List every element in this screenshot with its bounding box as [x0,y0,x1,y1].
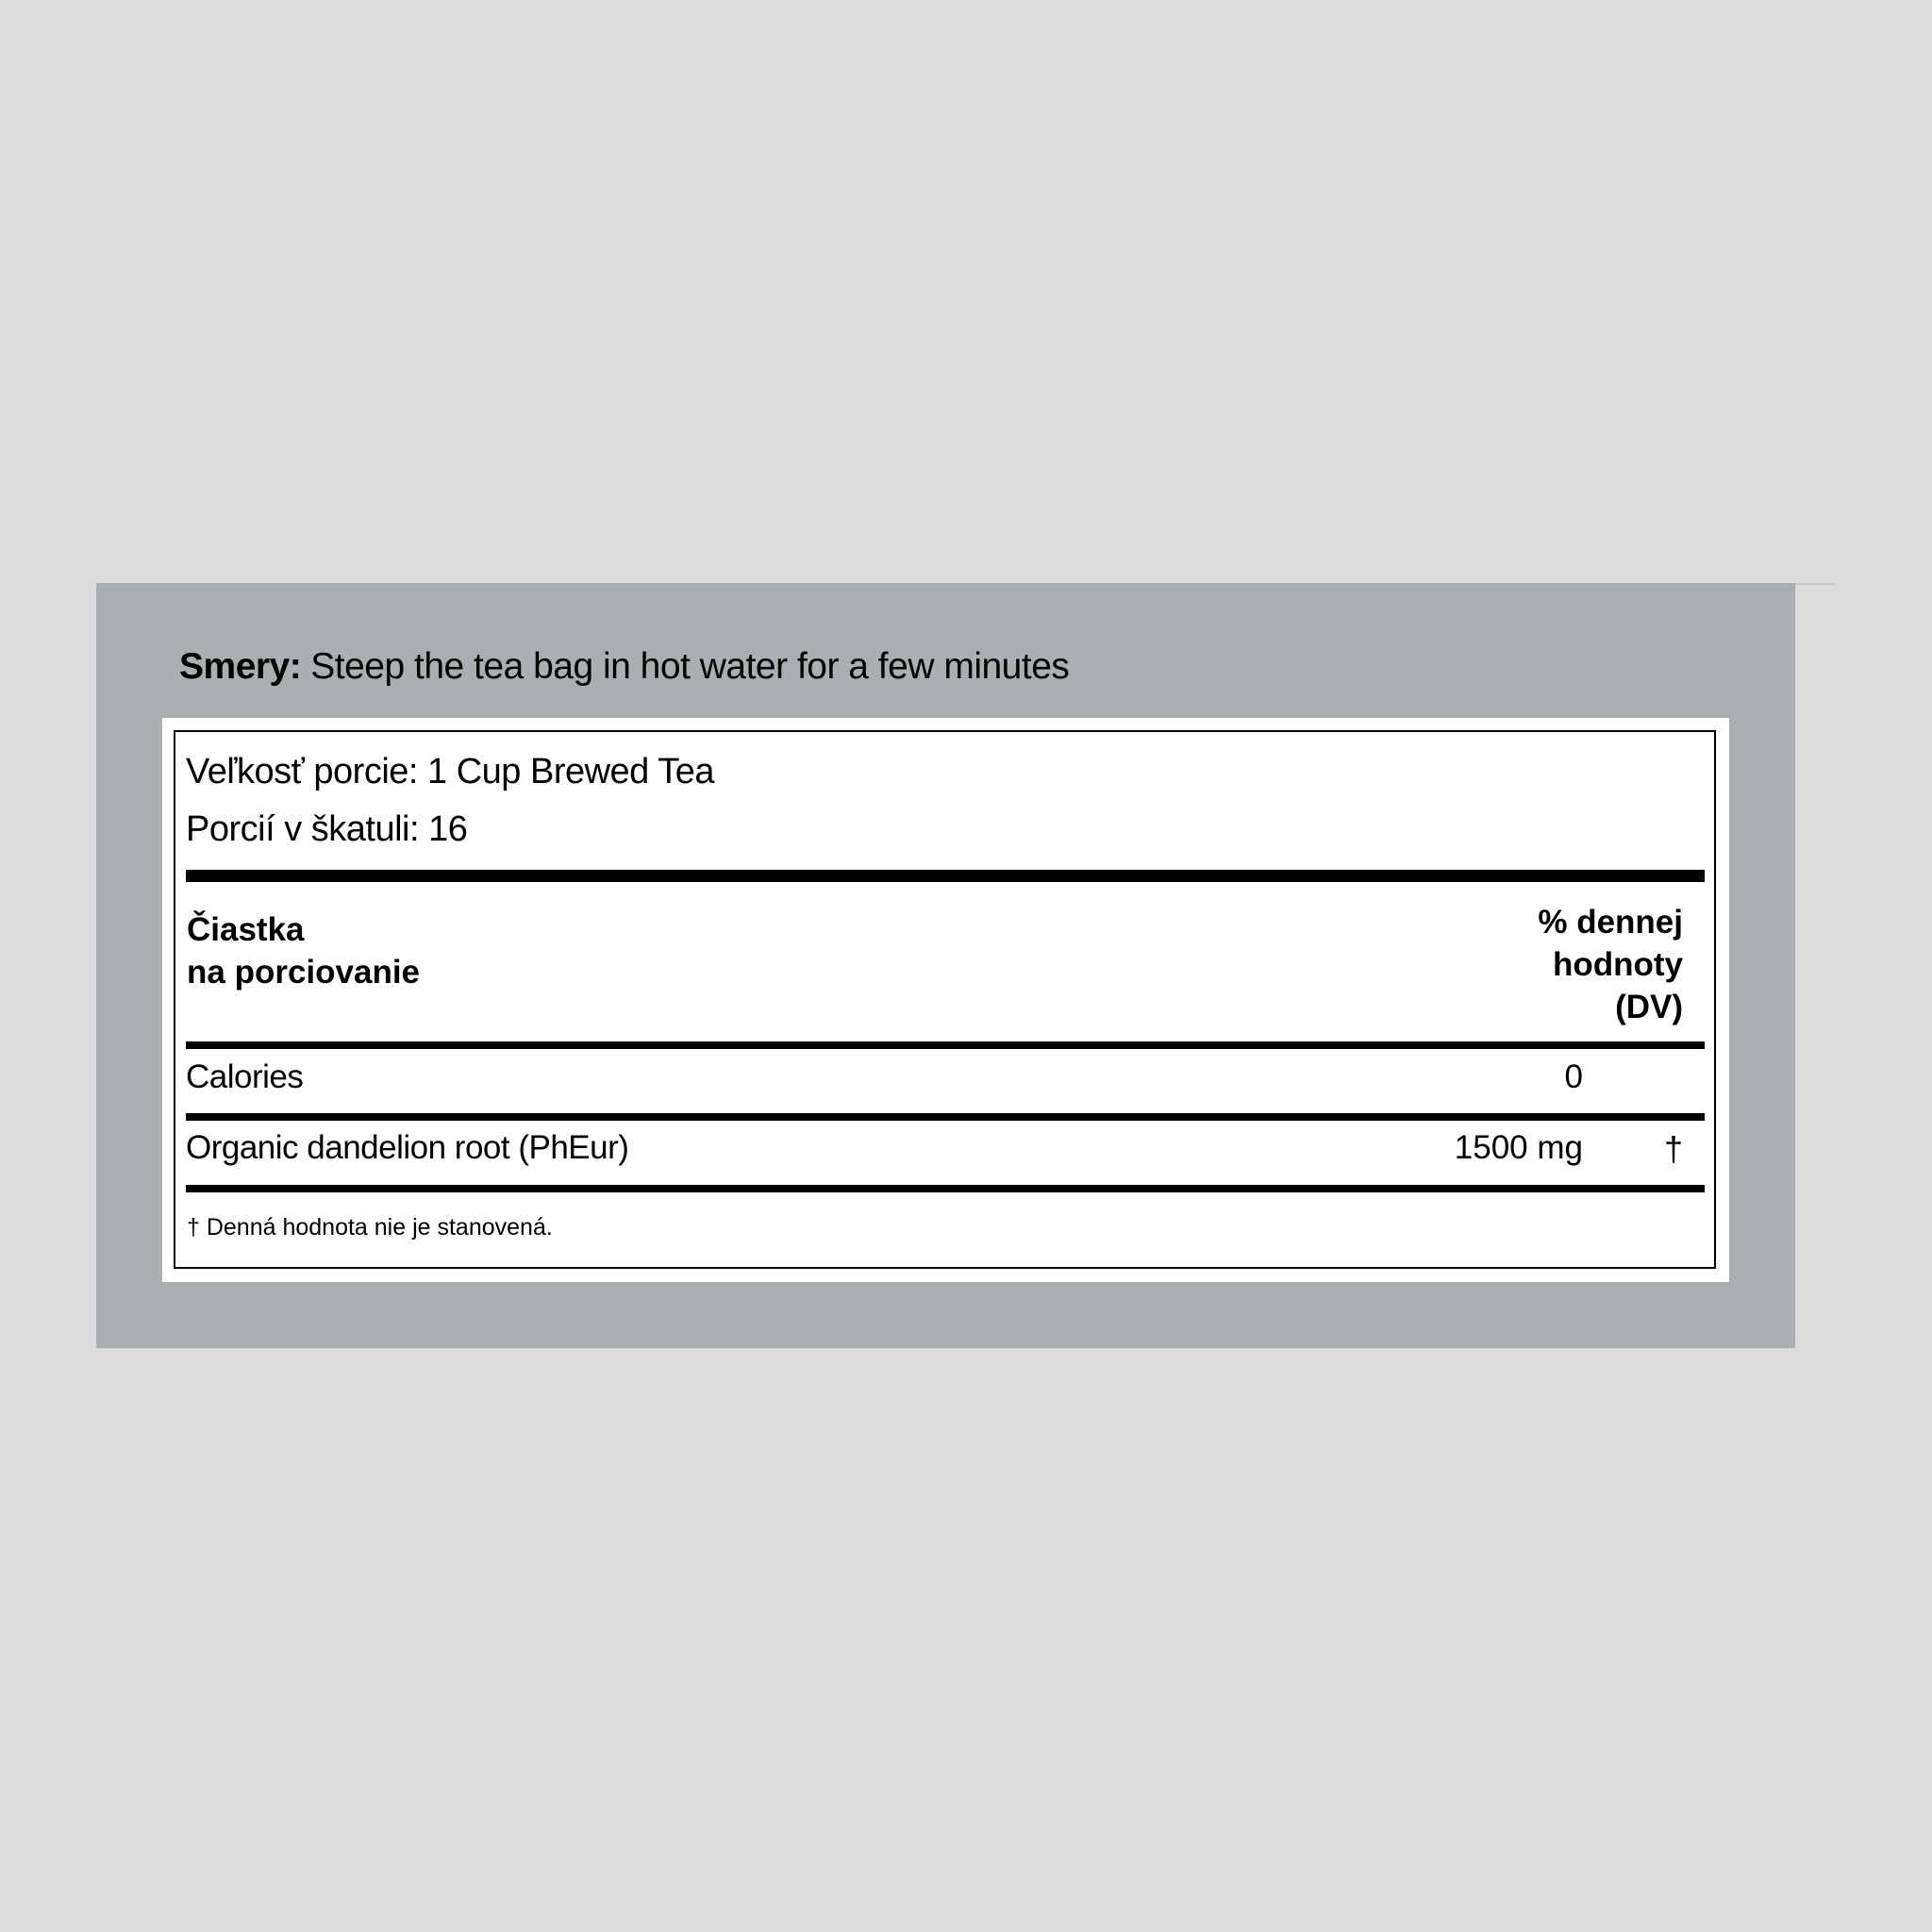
dv-header-line-3: (DV) [1615,989,1683,1025]
amount-header-line-2: na porciovanie [187,954,421,991]
serving-size: Veľkosť porcie: 1 Cup Brewed Tea [186,752,714,791]
amount-header-line-1: Čiastka [187,911,305,948]
amount-per-serving-header [187,908,420,993]
thick-rule-top [186,870,1705,882]
directions-line [179,643,1069,691]
row-dandelion-dv: † [1664,1129,1684,1168]
dv-header-line-1: % dennej [1538,904,1683,941]
row-calories-name: Calories [186,1058,304,1095]
row-dandelion-amount: 1500 mg [1454,1129,1583,1166]
panel-divider [1795,583,1835,585]
daily-value-header [1538,901,1683,1028]
rule-header-bottom [186,1041,1705,1049]
row-dandelion-name: Organic dandelion root (PhEur) [186,1129,629,1166]
footnote: † Denná hodnota nie je stanovená. [187,1214,553,1241]
directions-label: Smery: [179,646,302,687]
servings-per-box: Porcií v škatuli: 16 [186,809,468,849]
rule-row-1 [186,1113,1705,1121]
dv-header-line-2: hodnoty [1552,946,1683,983]
row-calories-amount: 0 [1564,1058,1583,1095]
directions-text: Steep the tea bag in hot water for a few minutes [310,646,1070,687]
rule-row-2 [186,1185,1705,1192]
